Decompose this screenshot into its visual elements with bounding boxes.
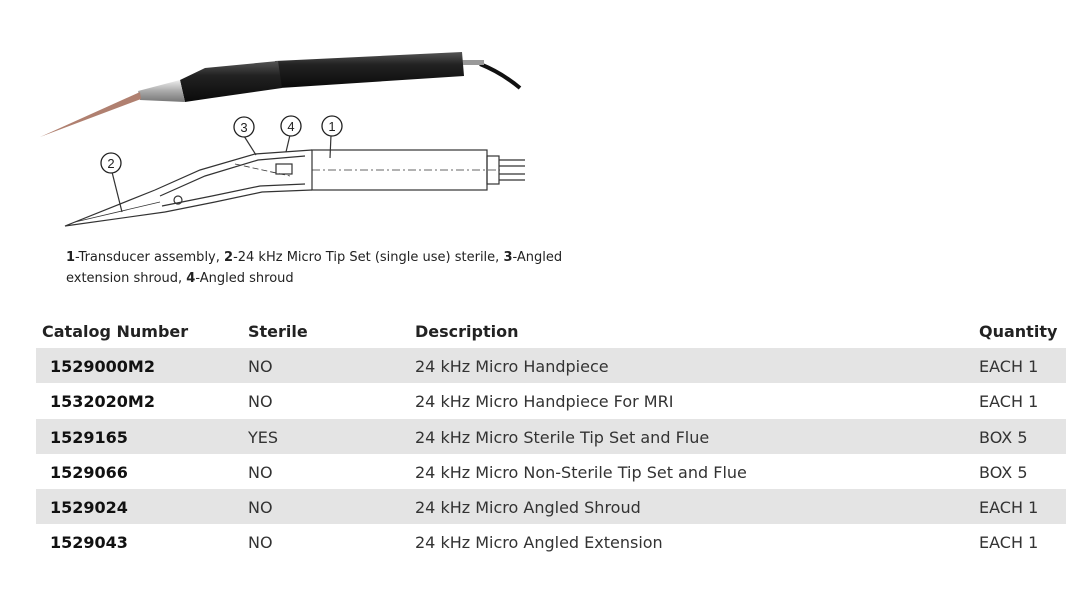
caption-num-4: 4 <box>186 271 196 286</box>
handpiece-illustration <box>30 40 550 240</box>
header-quantity: Quantity <box>979 322 1058 341</box>
sterile-cell: NO <box>248 357 273 376</box>
sterile-cell: NO <box>248 533 273 553</box>
caption-num-3: 3 <box>503 250 513 265</box>
quantity-cell: EACH 1 <box>979 357 1039 376</box>
callout-1 <box>322 116 342 136</box>
quantity-cell: EACH 1 <box>979 533 1039 553</box>
product-table <box>36 318 1066 560</box>
quantity-cell: BOX 5 <box>979 427 1028 447</box>
table-row <box>36 419 1066 454</box>
catalog-number-cell: 1529043 <box>50 533 128 553</box>
catalog-number-cell: 1529165 <box>50 427 128 447</box>
description-cell: 24 kHz Micro Angled Extension <box>415 533 663 553</box>
caption-text-2: -24 kHz Micro Tip Set (single use) sterile, <box>233 250 504 265</box>
caption-num-2: 2 <box>224 250 234 265</box>
table-row <box>36 489 1066 524</box>
description-cell: 24 kHz Micro Handpiece <box>415 357 609 376</box>
caption-text-3: -Angled extension shroud, <box>66 250 563 286</box>
catalog-number-cell: 1529024 <box>50 498 128 518</box>
header-sterile: Sterile <box>248 322 308 341</box>
caption-text-4: -Angled shroud <box>195 271 294 286</box>
callout-2-label: 2 <box>107 156 115 171</box>
caption-num-1: 1 <box>66 250 76 265</box>
callout-4-label: 4 <box>287 119 295 134</box>
callout-3-label: 3 <box>240 120 248 135</box>
description-cell: 24 kHz Micro Angled Shroud <box>415 498 641 518</box>
description-cell: 24 kHz Micro Sterile Tip Set and Flue <box>415 427 710 447</box>
table-row <box>36 348 1066 383</box>
description-cell: 24 kHz Micro Handpiece For MRI <box>415 392 674 412</box>
callout-4 <box>281 116 301 136</box>
handpiece-photo <box>40 52 520 137</box>
catalog-number-cell: 1529000M2 <box>50 357 155 376</box>
description-cell: 24 kHz Micro Non-Sterile Tip Set and Flue <box>415 462 747 482</box>
table-row <box>36 524 1066 559</box>
catalog-number-cell: 1529066 <box>50 462 128 482</box>
sterile-cell: NO <box>248 462 273 482</box>
quantity-cell: BOX 5 <box>979 462 1028 482</box>
table-header <box>36 318 1066 348</box>
header-description: Description <box>415 322 519 341</box>
technical-drawing <box>65 135 525 226</box>
sterile-cell: YES <box>248 427 279 447</box>
quantity-cell: EACH 1 <box>979 498 1039 518</box>
callout-2 <box>101 153 121 173</box>
header-catalog-number: Catalog Number <box>42 322 189 341</box>
quantity-cell: EACH 1 <box>979 392 1039 412</box>
table-row <box>36 454 1066 489</box>
callout-3 <box>234 117 254 137</box>
table-row <box>36 383 1066 418</box>
sterile-cell: NO <box>248 392 273 412</box>
caption-text-1: -Transducer assembly, <box>75 250 225 265</box>
catalog-number-cell: 1532020M2 <box>50 392 155 412</box>
figure-caption <box>66 247 566 289</box>
callout-1-label: 1 <box>328 119 336 134</box>
sterile-cell: NO <box>248 498 273 518</box>
